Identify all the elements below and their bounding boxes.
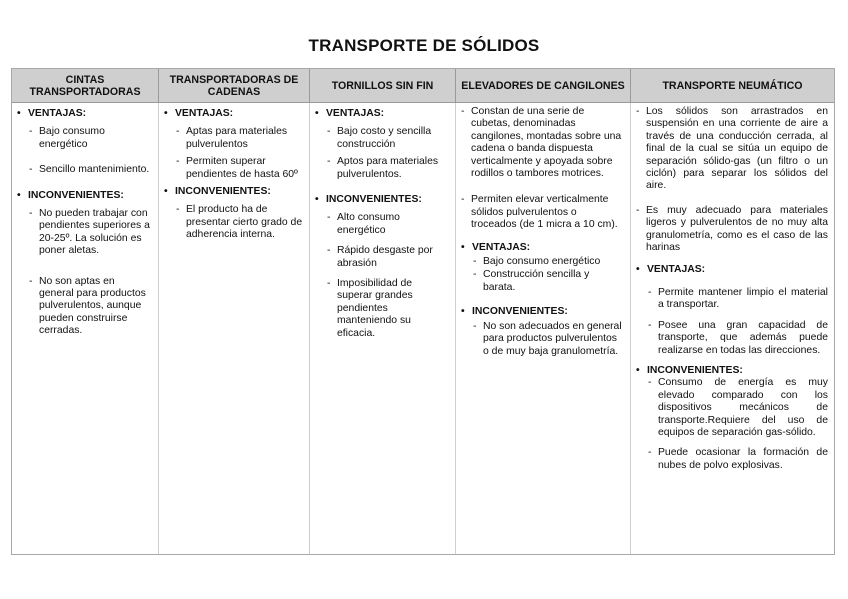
section-inconvenientes: • INCONVENIENTES: [17, 189, 124, 201]
list-item: - Permiten elevar verticalmente sólidos pulverulentos o troceados (de 1 micra a 10 cm). [461, 194, 618, 231]
list-item: - Constan de una serie de cubetas, denominadas cangilones, montadas sobre una cadena o banda dispuesta verticalmente y apoyada sobre rodillos o tambores motrices. [461, 106, 622, 180]
section-inconvenientes: • INCONVENIENTES: [164, 186, 271, 198]
list-item: - Puede ocasionar la formación de nubes de polvo explosivas. [648, 447, 828, 471]
list-item: - Aptas para materiales pulverulentos [176, 126, 288, 150]
list-item: - No son adecuados en general para productos pulverulentos o de muy baja granulometría. [473, 320, 622, 357]
column-elevadores [456, 103, 631, 554]
header-cadenas: TRANSPORTADORAS DE CADENAS [159, 69, 310, 103]
section-inconvenientes: • INCONVENIENTES: [461, 306, 568, 318]
header-elevadores: ELEVADORES DE CANGILONES [456, 69, 631, 103]
column-cintas [12, 103, 159, 554]
list-item: - Sencillo mantenimiento. [29, 164, 150, 176]
section-inconvenientes: • INCONVENIENTES: [315, 194, 422, 206]
list-item: - No son aptas en general para productos pulverulentos, aunque pueden construirse cerradas. [29, 275, 146, 337]
list-item: - Consumo de energía es muy elevado comparado con los dispositivos mecánicos de transporte.Requiere del uso de equipos de separación gas-sólido. [648, 377, 828, 438]
list-item: - Los sólidos son arrastrados en suspensión en una corriente de aire a través de una conducción cerrada, al final de la cual se sitúa un equipo de separación sólido-gas (un filtro o un ciclón) para separar los sólidos del aire. [636, 106, 828, 192]
section-inconvenientes: • INCONVENIENTES: [636, 364, 743, 376]
list-item: - Permite mantener limpio el material a transportar. [648, 286, 828, 311]
column-cadenas [159, 103, 310, 554]
list-item: - Bajo costo y sencilla construcción [327, 126, 432, 150]
section-ventajas: • VENTAJAS: [315, 108, 385, 119]
header-neumatico: TRANSPORTE NEUMÁTICO [631, 69, 834, 103]
section-ventajas: • VENTAJAS: [636, 264, 706, 276]
list-item: - Bajo consumo energético [29, 126, 105, 150]
list-item: - Permiten superar pendientes de hasta 60º [176, 156, 298, 180]
comparison-table [11, 68, 835, 555]
section-ventajas: • VENTAJAS: [17, 108, 87, 119]
header-tornillos: TORNILLOS SIN FIN [310, 69, 456, 103]
list-item: - Rápido desgaste por abrasión [327, 245, 433, 269]
list-item: - Imposibilidad de superar grandes pendientes manteniendo su eficacia. [327, 278, 413, 339]
column-neumatico [631, 103, 834, 554]
column-tornillos [310, 103, 456, 554]
list-item: - Bajo consumo energético [473, 256, 601, 268]
list-item: - No pueden trabajar con pendientes superiores a 20-25º. La solución es poner aletas. [29, 208, 150, 257]
list-item: - Aptos para materiales pulverulentos. [327, 156, 439, 180]
header-cintas: CINTAS TRANSPORTADORAS [12, 69, 159, 103]
list-item: - El producto ha de presentar cierto grado de adherencia interna. [176, 204, 303, 241]
list-item: - Es muy adecuado para materiales ligeros y pulverulentos de no muy alta granulometría, como es el caso de las harinas [636, 204, 828, 254]
list-item: - Posee una gran capacidad de transporte, que además puede realizarse en todas las direcciones. [648, 319, 828, 356]
list-item: - Construcción sencilla y barata. [473, 269, 590, 293]
section-ventajas: • VENTAJAS: [461, 241, 531, 253]
page-title: TRANSPORTE DE SÓLIDOS [308, 36, 540, 55]
list-item: - Alto consumo energético [327, 212, 400, 236]
section-ventajas: • VENTAJAS: [164, 108, 234, 119]
